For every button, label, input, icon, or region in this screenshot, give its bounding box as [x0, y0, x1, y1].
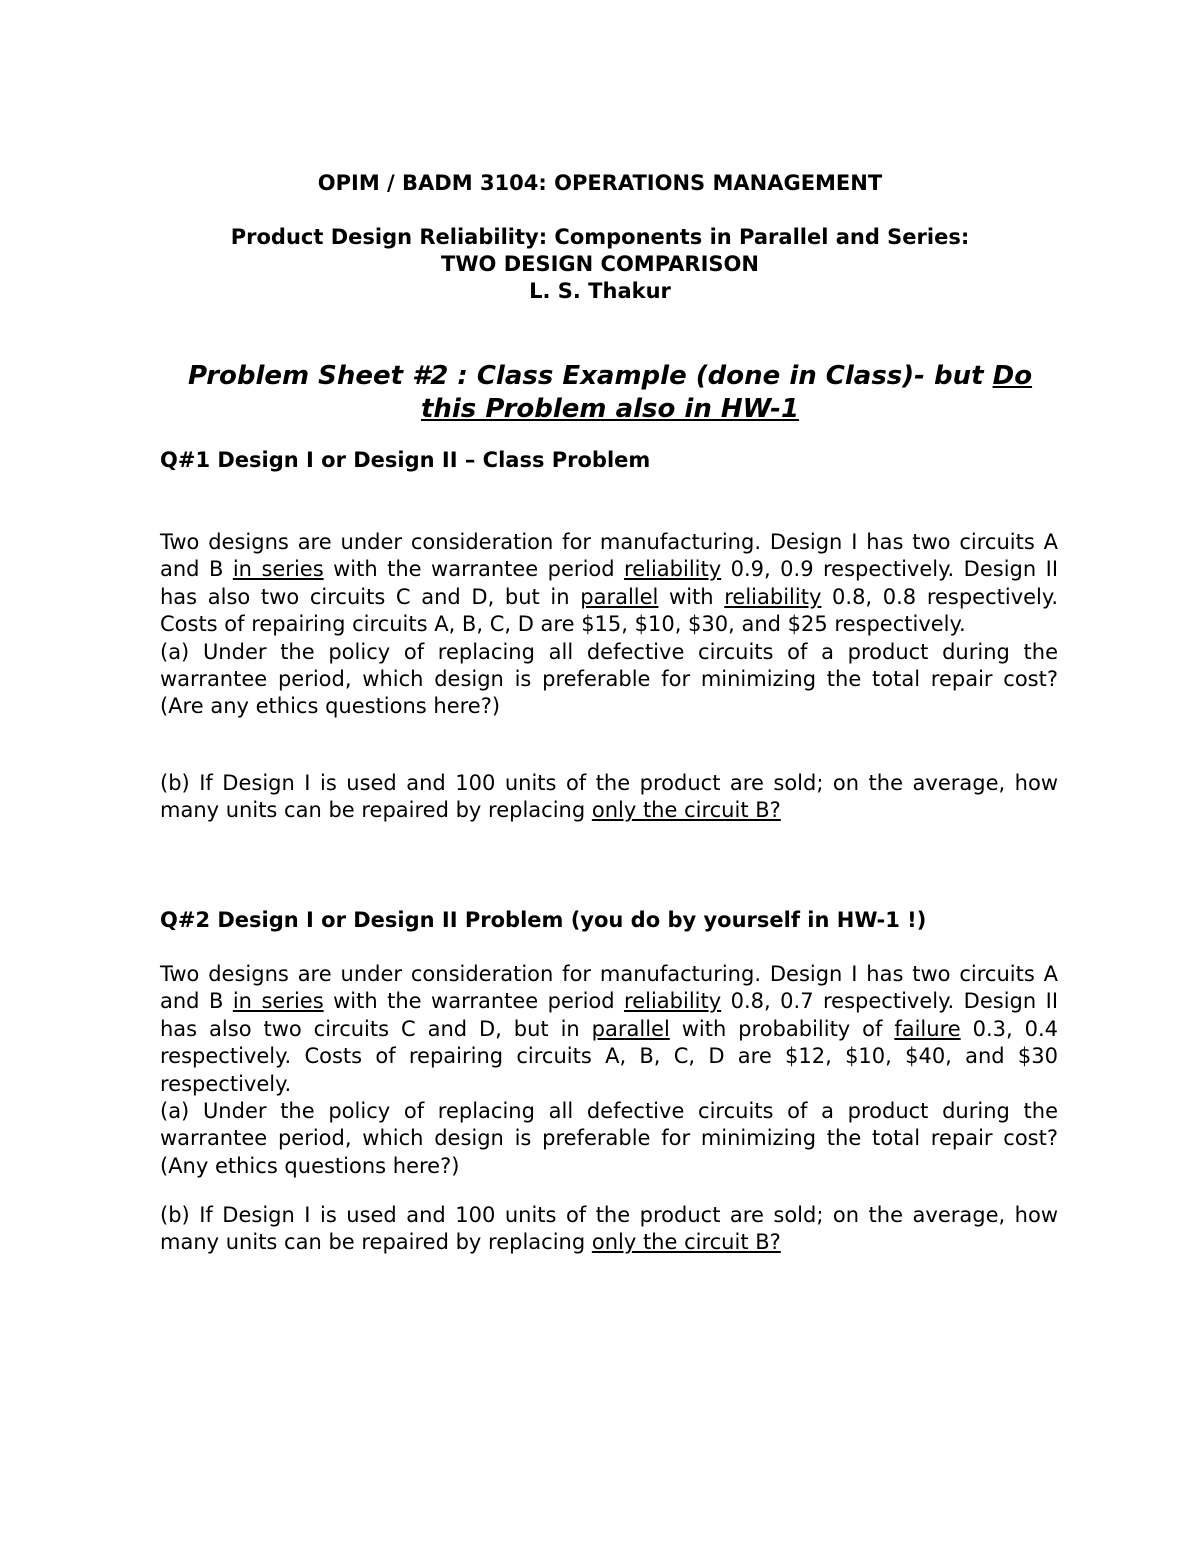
q1-text: with — [658, 584, 725, 609]
q2-part-a: (a) Under the policy of replacing all defective circuits of a product during the warrantee period, which design is preferable for minimizing the total repair cost? (Any ethics questions here?) — [160, 1099, 1058, 1178]
q1-statement — [160, 529, 1058, 639]
q2-part-b-underlined: only the circuit B? — [591, 1230, 781, 1255]
subtitle-line-1: Product Design Reliability: Components in Parallel and Series: — [230, 225, 970, 249]
q1-text: 0.8, 0.8 respectively. Costs of repairing circuits A, B, C, D are $15, $10, $30, and $25 respectively. — [160, 584, 1059, 637]
q1-body — [160, 529, 1058, 721]
q1-text: with the warrantee period — [323, 557, 625, 582]
q2-part-b — [160, 1202, 1058, 1257]
q2-underline-in-series: in series — [232, 989, 324, 1014]
q2-text: with probability of — [669, 1016, 895, 1041]
q2-underline-parallel: parallel — [591, 1016, 670, 1041]
q2-statement — [160, 961, 1058, 1098]
q2-text: 0.8, 0.7 respectively. Design II has also two circuits C and D, but in — [160, 989, 1059, 1041]
sheet-title-underlined: Do this Problem also in HW-1 — [420, 361, 1033, 424]
q1-part-b-text: (b) If Design I is used and 100 units of the product are sold; on the average, how many units can be repaired by replacing — [160, 771, 1058, 823]
q2-text: 0.3, 0.4 respectively. Costs of repairing circuits A, B, C, D are $12, $10, $40, and $30 respectively. — [160, 1016, 1058, 1096]
q1-part-b — [160, 770, 1058, 825]
q2-part-b-text: (b) If Design I is used and 100 units of the product are sold; on the average, how many units can be repaired by replacing — [160, 1203, 1058, 1255]
q1-text: Two designs are under consideration for manufacturing. Design I has two circuits A and B — [160, 530, 1058, 582]
q1-underline-reliability: reliability — [724, 584, 822, 609]
problem-sheet-title — [160, 360, 1060, 426]
q2-body — [160, 961, 1058, 1180]
q2-underline-reliability: reliability — [624, 989, 722, 1014]
q2-text: with the warrantee period — [323, 989, 625, 1014]
subtitle-line-2: TWO DESIGN COMPARISON — [441, 252, 759, 276]
q1-part-a: (a) Under the policy of replacing all defective circuits of a product during the warrantee period, which design is preferable for minimizing the total repair cost? (Are any ethics questions here?) — [160, 639, 1058, 719]
author: L. S. Thakur — [529, 279, 671, 303]
course-title: OPIM / BADM 3104: OPERATIONS MANAGEMENT — [317, 171, 883, 195]
subtitle-block — [0, 224, 1200, 305]
q1-title: Q#1 Design I or Design II – Class Problem — [160, 448, 651, 472]
q2-title: Q#2 Design I or Design II Problem (you do by yourself in HW-1 !) — [160, 908, 927, 932]
q1-underline-reliability: reliability — [624, 557, 722, 582]
q2-text: Two designs are under consideration for manufacturing. Design I has two circuits A and B — [160, 962, 1058, 1014]
q1-part-b-underlined: only the circuit B? — [591, 798, 781, 823]
q1-text: 0.9, 0.9 respectively. Design II has also two circuits C and D, but in — [160, 557, 1059, 609]
q1-underline-parallel: parallel — [580, 584, 659, 609]
q2-underline-failure: failure — [894, 1016, 961, 1041]
sheet-title-text: Problem Sheet #2 : Class Example (done in Class)- but — [187, 361, 993, 391]
q1-underline-in-series: in series — [232, 557, 324, 582]
